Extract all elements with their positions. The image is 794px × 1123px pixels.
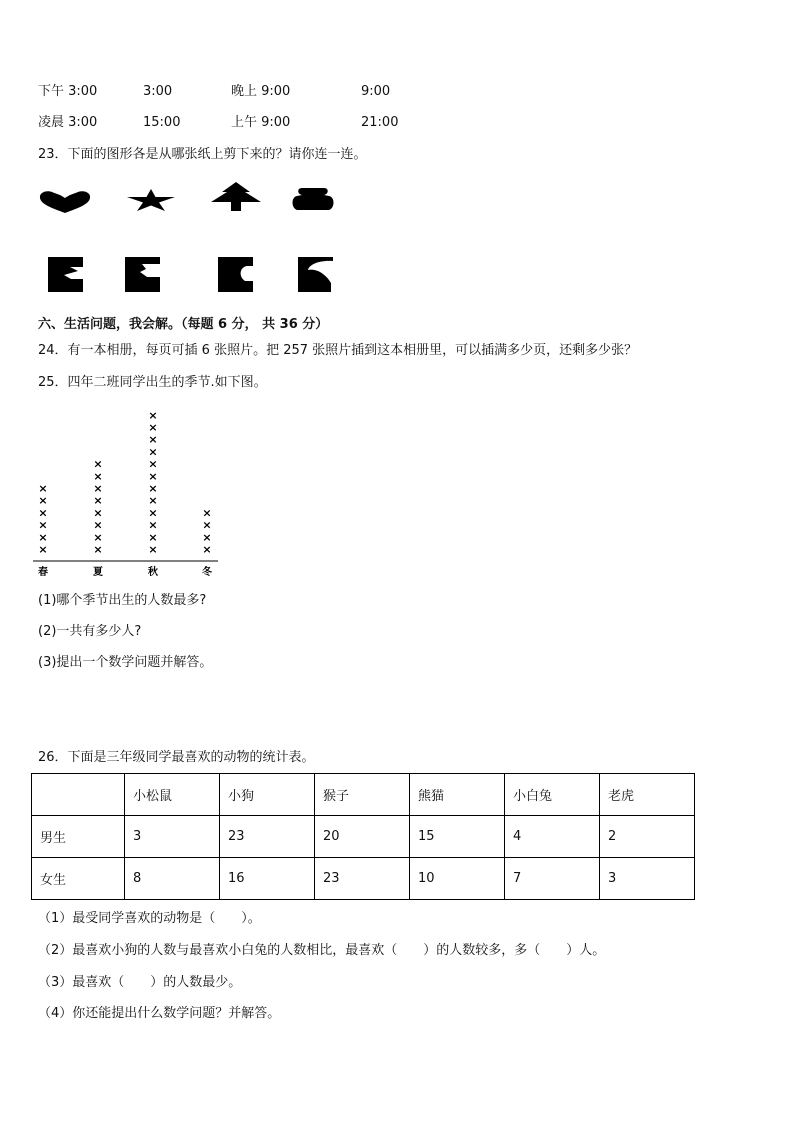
mushroom-shape — [291, 186, 335, 212]
season-tally-chart — [30, 400, 230, 580]
time-cell: 3:00 — [143, 84, 173, 99]
tally-mark: × — [93, 494, 103, 508]
tally-mark: × — [38, 482, 48, 495]
tally-mark: × — [148, 543, 158, 556]
tally-mark: × — [148, 433, 158, 447]
category-label: 冬 — [202, 567, 212, 578]
animal-stats-table — [31, 773, 695, 900]
table-cell: 7 — [505, 858, 600, 900]
tally-mark: × — [93, 457, 103, 471]
tally-mark: × — [93, 469, 103, 483]
question-25: 25．四年二班同学出生的季节.如下图。 — [38, 375, 267, 390]
table-cell: 小松鼠 — [125, 774, 220, 816]
time-cell: 15:00 — [143, 115, 181, 130]
tally-mark: × — [148, 457, 158, 471]
heart-shape — [38, 190, 92, 214]
table-cell: 15 — [410, 816, 505, 858]
question-24: 24．有一本相册，每页可插 6 张照片。把 257 张照片插到这本相册里，可以插满多少页，还剩多少张？ — [38, 343, 638, 358]
table-cell: 男生 — [32, 816, 125, 858]
table-cell — [32, 774, 125, 816]
table-cell: 20 — [315, 816, 410, 858]
time-cell: 上午 9:00 — [231, 115, 291, 130]
table-cell: 8 — [125, 858, 220, 900]
cut-paper-2 — [125, 257, 161, 293]
table-row — [32, 858, 695, 900]
tally-mark: × — [202, 518, 212, 532]
question-23: 23．下面的图形各是从哪张纸上剪下来的？请你连一连。 — [38, 147, 367, 162]
cut-paper-1 — [48, 257, 84, 293]
time-cell: 21:00 — [361, 115, 399, 130]
tally-mark: × — [38, 506, 48, 520]
table-cell: 小白兔 — [505, 774, 600, 816]
tally-mark: × — [148, 530, 158, 544]
table-cell: 2 — [600, 816, 695, 858]
question-26-part-4: （4）你还能提出什么数学问题？并解答。 — [38, 1006, 281, 1021]
question-25-part-3: (3)提出一个数学问题并解答。 — [38, 655, 213, 670]
tally-mark: × — [148, 518, 158, 532]
table-row — [32, 816, 695, 858]
table-cell: 小狗 — [220, 774, 315, 816]
time-cell: 晚上 9:00 — [231, 84, 291, 99]
tally-mark: × — [148, 494, 158, 508]
tree-shape — [209, 181, 263, 212]
tally-mark: × — [93, 482, 103, 495]
time-cell: 9:00 — [361, 84, 391, 99]
table-cell: 10 — [410, 858, 505, 900]
table-cell: 16 — [220, 858, 315, 900]
tally-mark: × — [93, 530, 103, 544]
tally-mark: × — [148, 408, 158, 422]
question-25-part-2: (2)一共有多少人? — [38, 624, 142, 639]
tally-mark: × — [148, 469, 158, 483]
tally-mark: × — [38, 530, 48, 544]
table-cell: 猴子 — [315, 774, 410, 816]
time-cell: 下午 3:00 — [38, 84, 98, 99]
tally-mark: × — [93, 543, 103, 556]
category-label: 夏 — [93, 567, 103, 578]
table-cell: 3 — [600, 858, 695, 900]
table-cell: 老虎 — [600, 774, 695, 816]
question-26-part-1: （1）最受同学喜欢的动物是（ ）。 — [38, 911, 261, 926]
tally-mark: × — [38, 543, 48, 556]
question-25-part-1: (1)哪个季节出生的人数最多? — [38, 593, 207, 608]
table-cell: 女生 — [32, 858, 125, 900]
star-shape — [125, 188, 177, 212]
table-cell: 4 — [505, 816, 600, 858]
cut-paper-4 — [298, 257, 334, 293]
question-26: 26．下面是三年级同学最喜欢的动物的统计表。 — [38, 750, 315, 765]
tally-mark: × — [148, 482, 158, 495]
question-26-part-3: （3）最喜欢（ ）的人数最少。 — [38, 975, 242, 990]
cut-paper-3 — [218, 257, 254, 293]
tally-mark: × — [148, 421, 158, 434]
tally-mark: × — [38, 518, 48, 532]
tally-mark: × — [202, 543, 212, 556]
question-26-part-2: （2）最喜欢小狗的人数与最喜欢小白兔的人数相比，最喜欢（ ）的人数较多，多（ ）人。 — [38, 943, 606, 958]
tally-mark: × — [202, 530, 212, 544]
table-cell: 23 — [220, 816, 315, 858]
table-cell: 3 — [125, 816, 220, 858]
tally-mark: × — [148, 445, 158, 459]
table-header-row — [32, 774, 695, 816]
time-cell: 凌晨 3:00 — [38, 115, 98, 130]
category-label: 秋 — [148, 567, 158, 578]
tally-mark: × — [93, 518, 103, 532]
tally-mark: × — [148, 506, 158, 520]
table-cell: 23 — [315, 858, 410, 900]
section-6-heading: 六、生活问题，我会解。（每题 6 分， 共 36 分） — [38, 317, 329, 332]
category-label: 春 — [38, 567, 48, 578]
table-cell: 熊猫 — [410, 774, 505, 816]
tally-mark: × — [38, 494, 48, 508]
tally-mark: × — [93, 506, 103, 520]
tally-mark: × — [202, 506, 212, 520]
